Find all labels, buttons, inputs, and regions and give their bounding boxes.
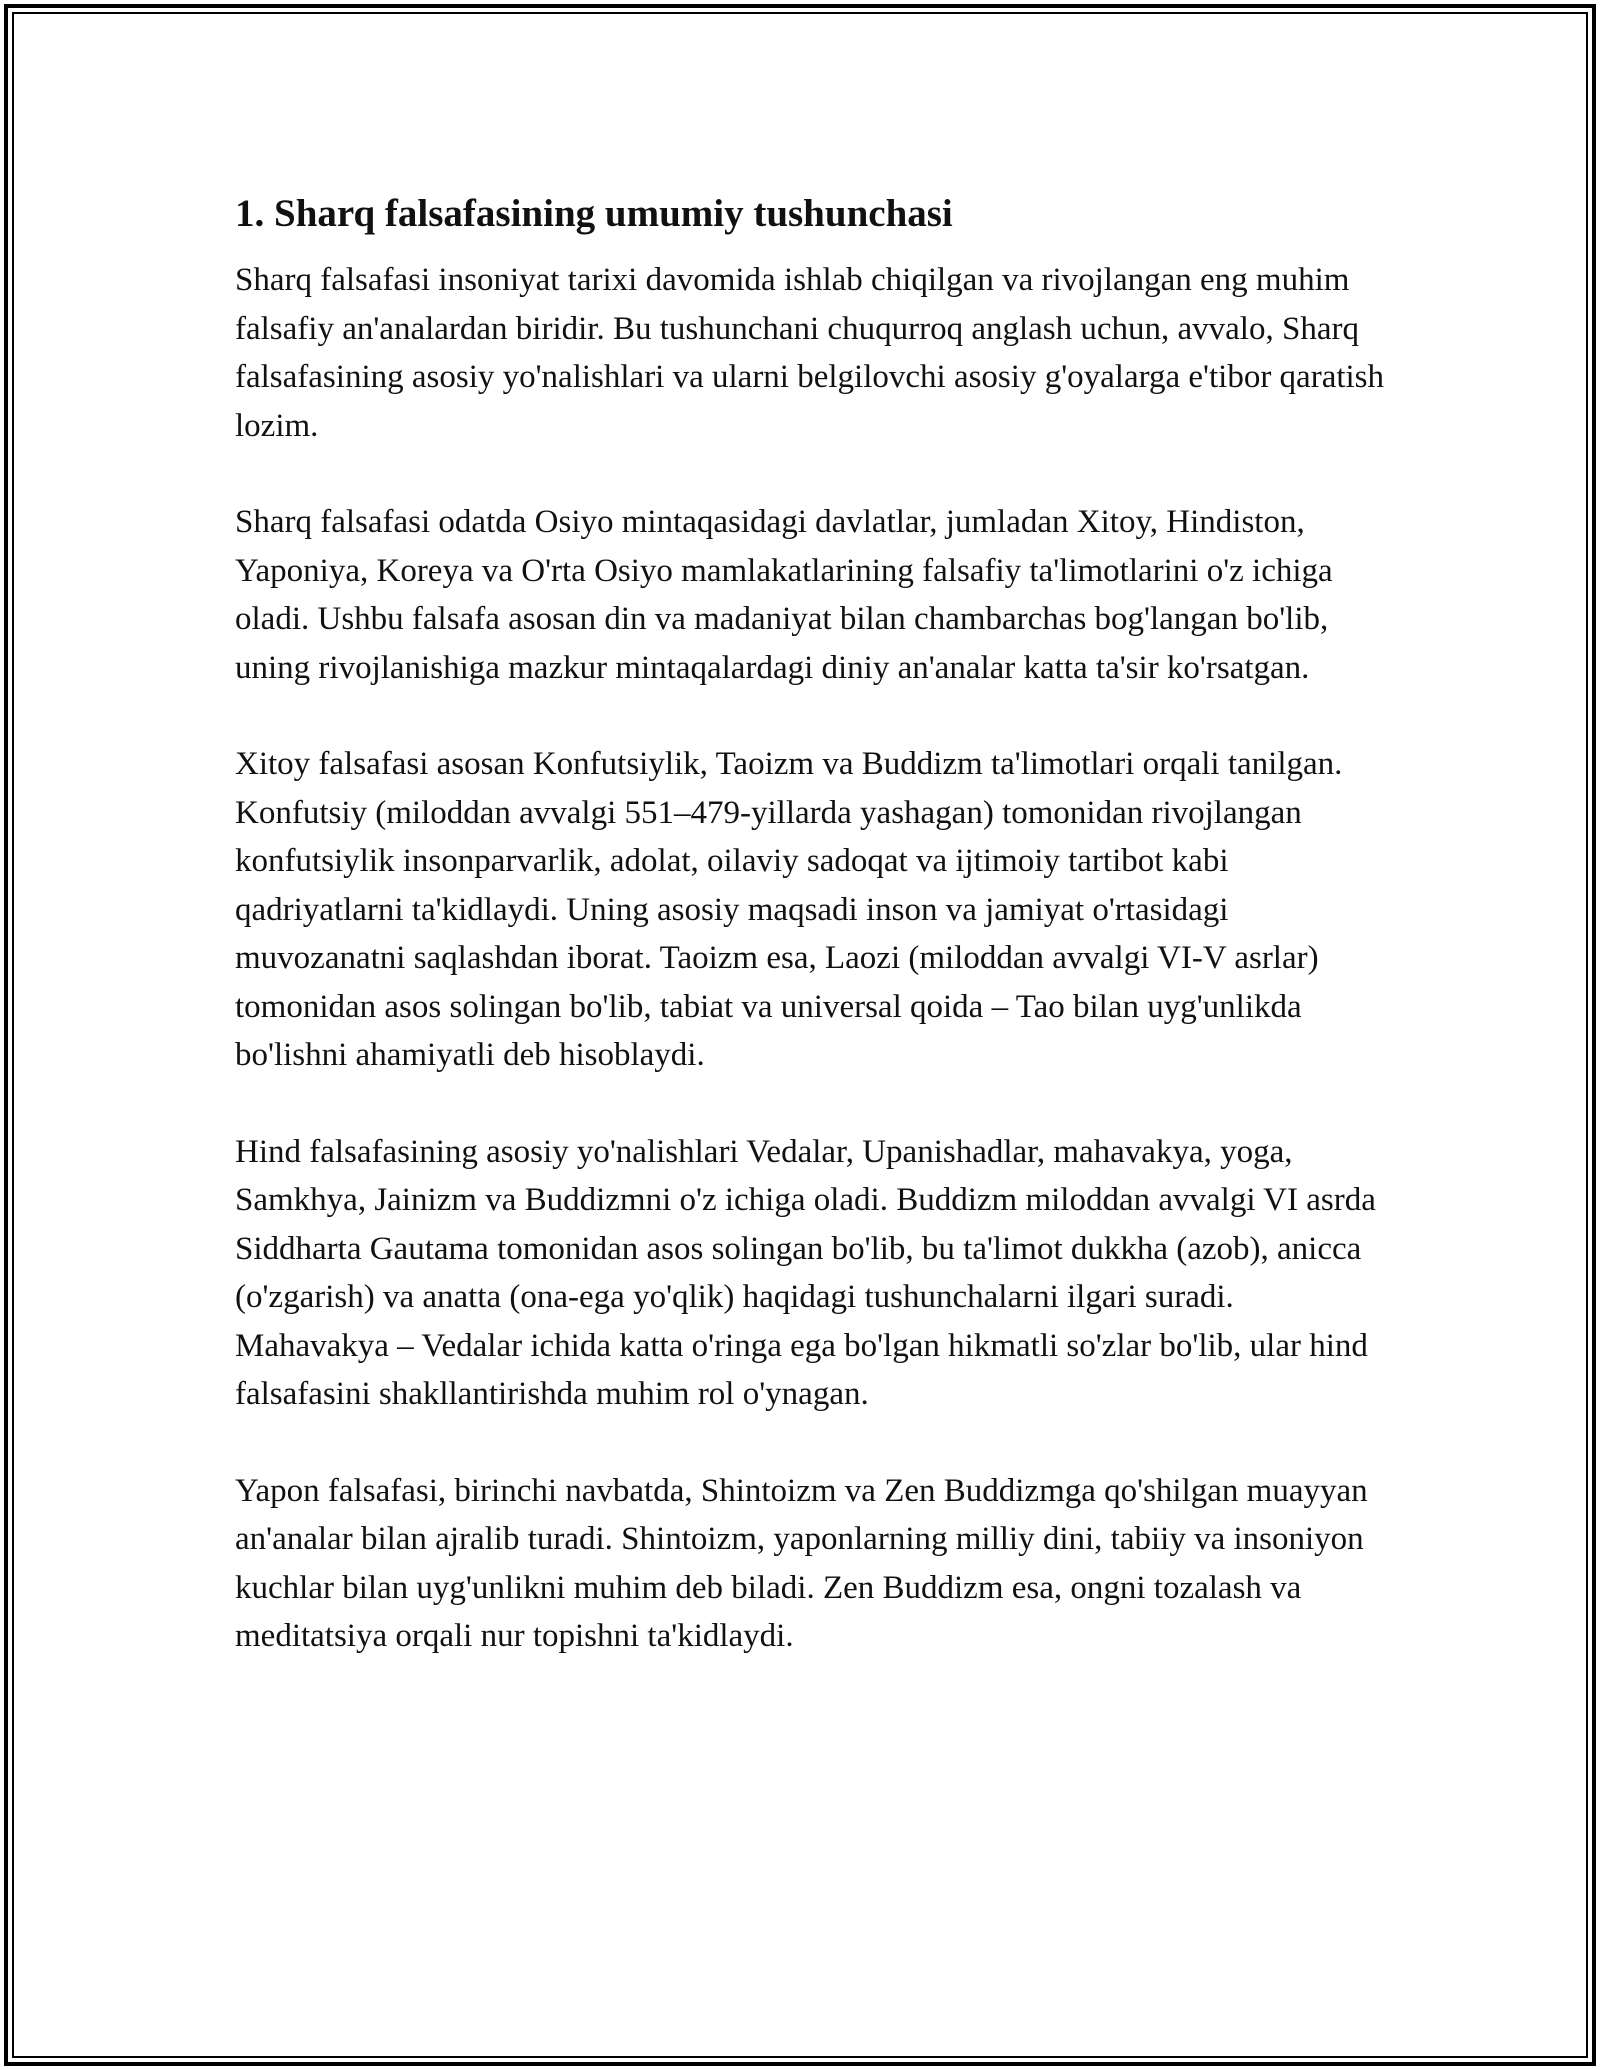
paragraph-japanese-philosophy: Yapon falsafasi, birinchi navbatda, Shintoizm va Zen Buddizmga qo'shilgan muayyan an'analar bilan ajralib turadi. Shintoizm, yaponlarning milliy dini, tabiiy va insoniyon kuchlar bilan uyg'unlikni muhim deb biladi. Zen Buddizm esa, ongni tozalash va meditatsiya orqali nur topishni ta'kidlaydi. xyxy=(235,1472,1368,1654)
paragraph-intro: Sharq falsafasi insoniyat tarixi davomida ishlab chiqilgan va rivojlangan eng muhim falsafiy an'analardan biridir. Bu tushunchani chuqurroq anglash uchun, avvalo, Sharq falsafasining asosiy yo'nalishlari va ularni belgilovchi asosiy g'oyalarga e'tibor qaratish lozim. xyxy=(235,262,1385,444)
section-heading: 1. Sharq falsafasining umumiy tushunchasi xyxy=(235,192,953,235)
document-body xyxy=(235,190,1385,1709)
paragraph-indian-philosophy: Hind falsafasining asosiy yo'nalishlari Vedalar, Upanishadlar, mahavakya, yoga, Samkhya, Jainizm va Buddizmni o'z ichiga oladi. Buddizm miloddan avvalgi VI asrda Siddharta Gautama tomonidan asos solingan bo'lib, bu ta'limot dukkha (azob), anicca (o'zgarish) va anatta (ona-ega yo'qlik) haqidagi tushunchalarni ilgari suradi. Mahavakya – Vedalar ichida katta o'ringa ega bo'lgan hikmatli so'zlar bo'lib, ular hind falsafasini shakllantirishda muhim rol o'ynagan. xyxy=(235,1133,1376,1412)
paragraph-chinese-philosophy: Xitoy falsafasi asosan Konfutsiylik, Taoizm va Buddizm ta'limotlari orqali tanilgan. Konfutsiy (miloddan avvalgi 551–479-yillarda yashagan) tomonidan rivojlangan konfutsiylik insonparvarlik, adolat, oilaviy sadoqat va ijtimoiy tartibot kabi qadriyatlarni ta'kidlaydi. Uning asosiy maqsadi inson va jamiyat o'rtasidagi muvozanatni saqlashdan iborat. Taoizm esa, Laozi (miloddan avvalgi VI-V asrlar) tomonidan asos solingan bo'lib, tabiat va universal qoida – Tao bilan uyg'unlikda bo'lishni ahamiyatli deb hisoblaydi. xyxy=(235,746,1343,1073)
paragraph-regions: Sharq falsafasi odatda Osiyo mintaqasidagi davlatlar, jumladan Xitoy, Hindiston, Yaponiya, Koreya va O'rta Osiyo mamlakatlarining falsafiy ta'limotlarini o'z ichiga oladi. Ushbu falsafa asosan din va madaniyat bilan chambarchas bog'langan bo'lib, uning rivojlanishiga mazkur mintaqalardagi diniy an'analar katta ta'sir ko'rsatgan. xyxy=(235,504,1333,686)
